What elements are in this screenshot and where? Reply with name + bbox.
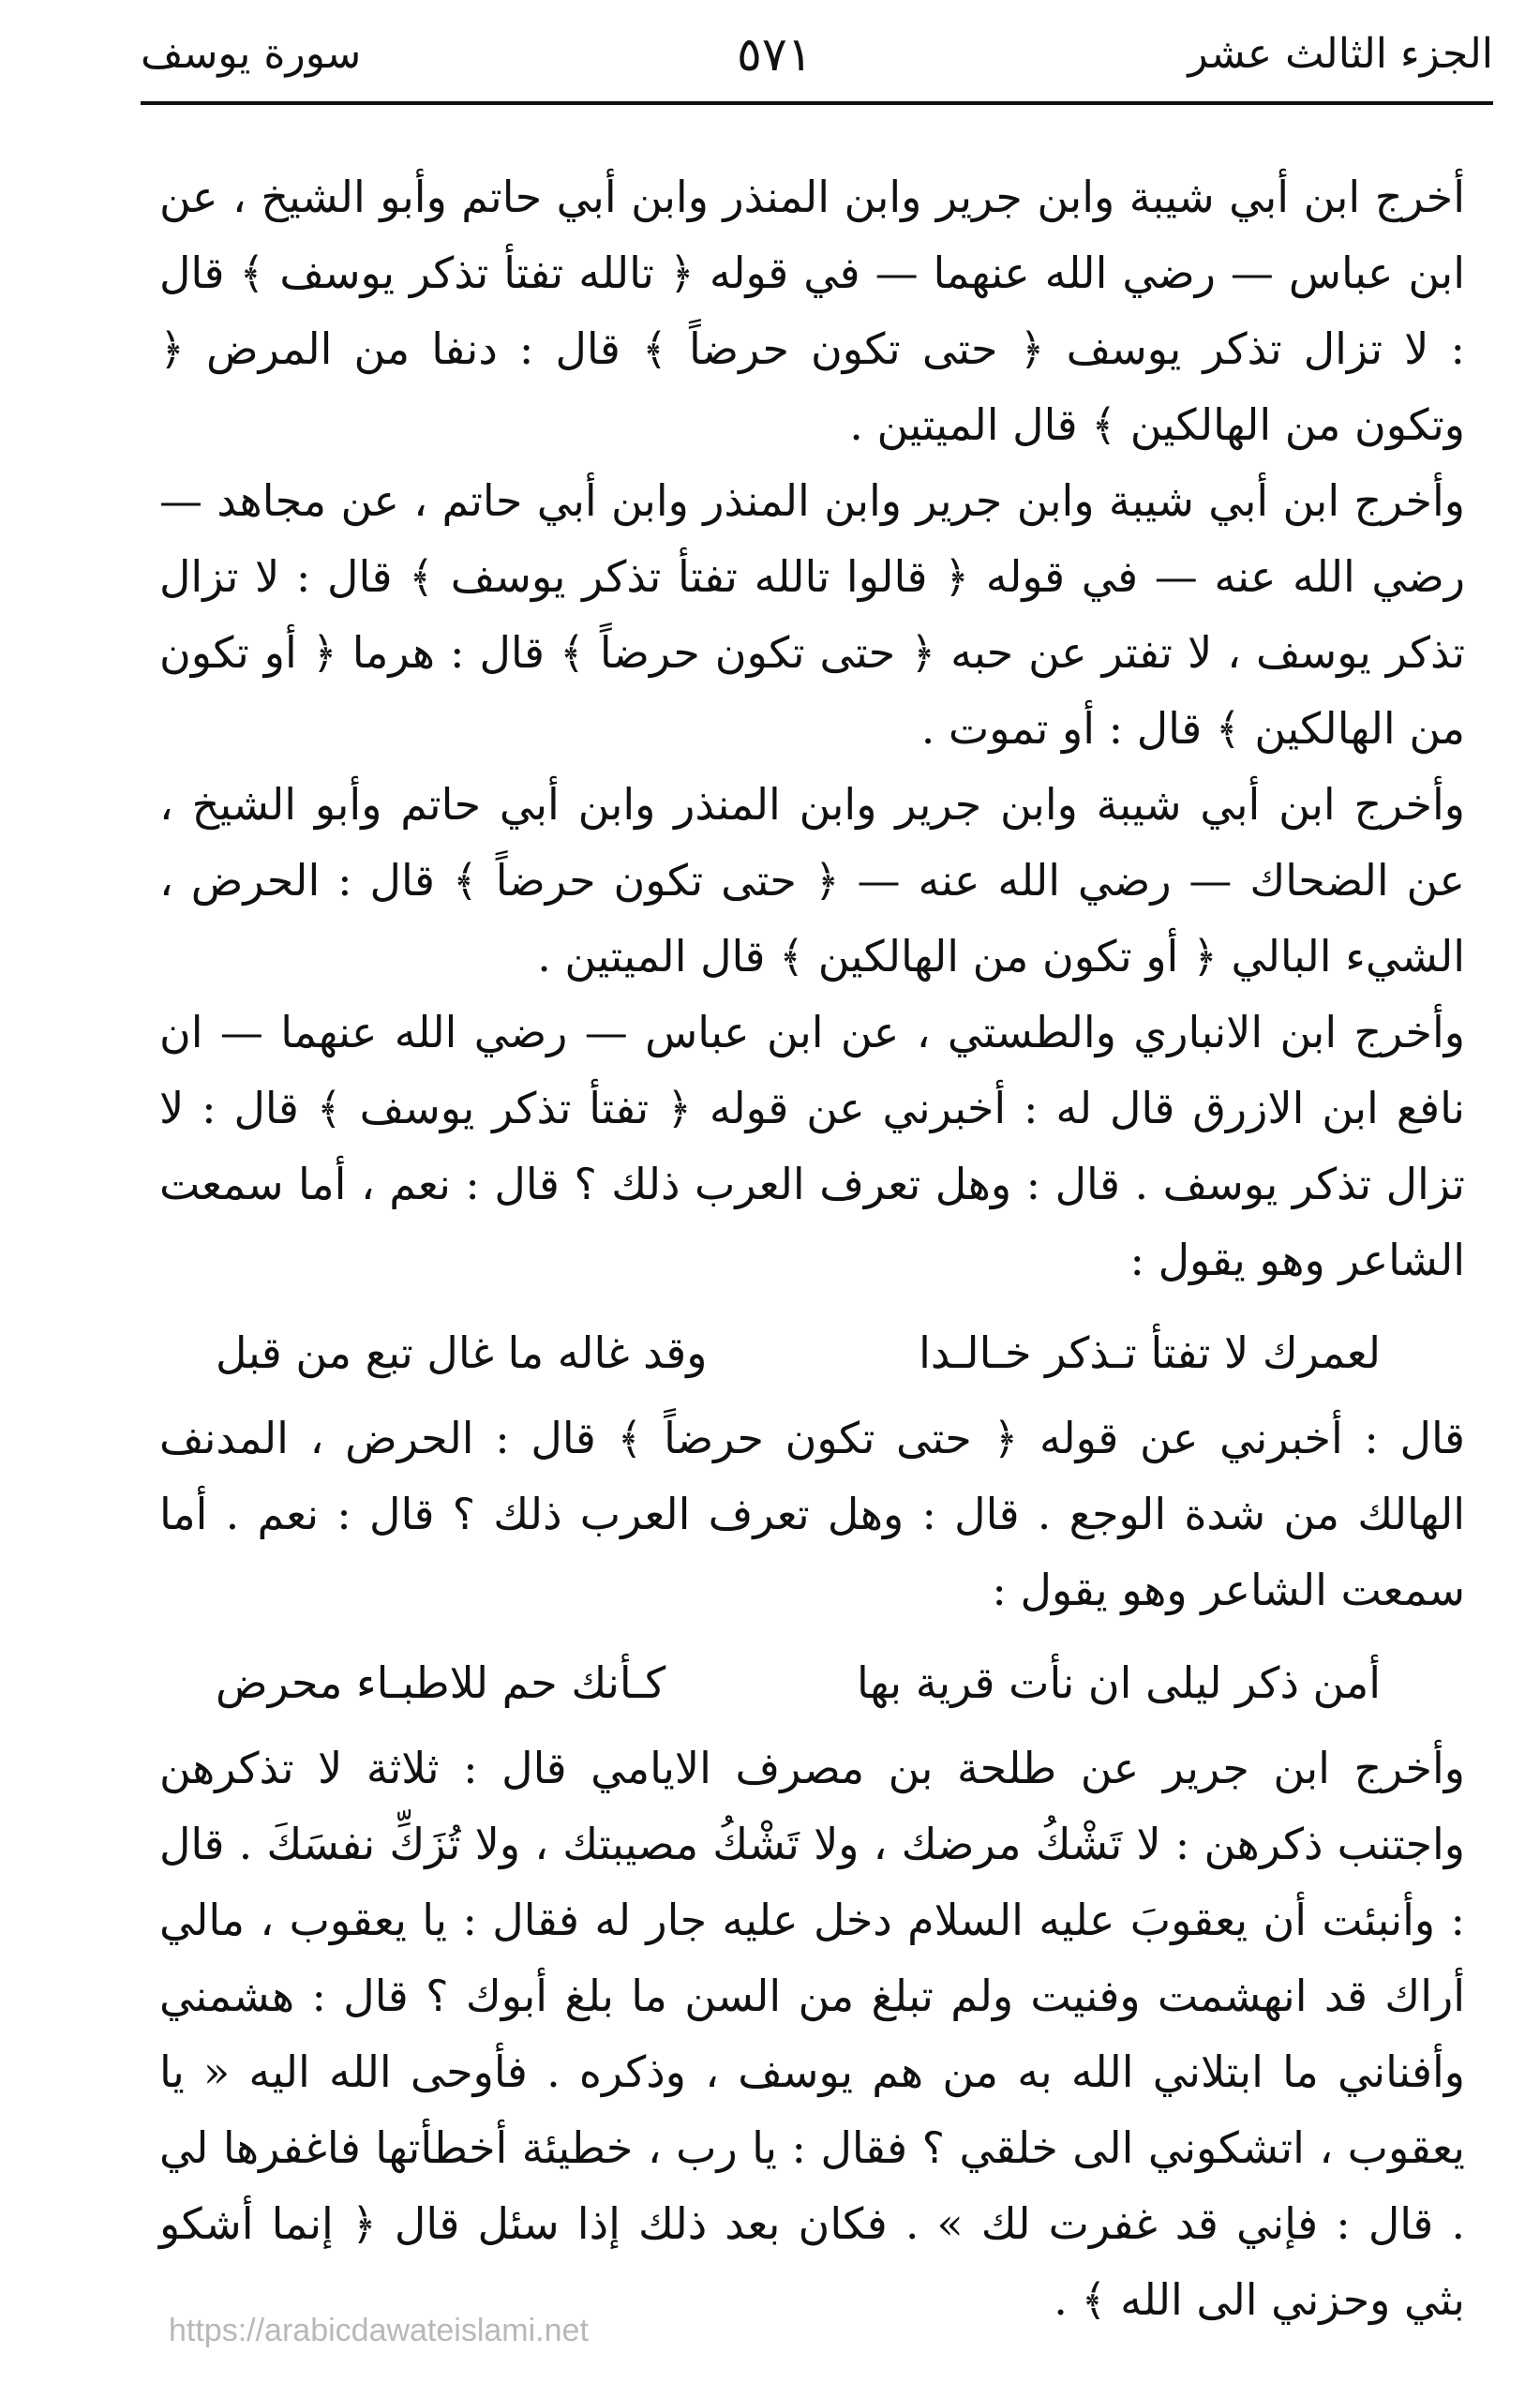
paragraph-2: وأخرج ابن أبي شيبة وابن جرير وابن المنذر وابن أبي حاتم ، عن مجاهد — رضي الله عنه — في قوله ﴿ قالوا تالله تفتأ تذكر يوسف ﴾ قال : لا تزال تذكر يوسف ، لا تفتر عن حبه ﴿ حتى تكون حرضاً ﴾ قال : هرما ﴿ أو تكون من الهالكين ﴾ قال : أو تموت . <box>159 475 1465 754</box>
watermark-url: https://arabicdawateislami.net <box>169 2313 589 2348</box>
surah-label: سورة يوسف <box>141 30 362 78</box>
paragraph-1: أخرج ابن أبي شيبة وابن جرير وابن المنذر وابن أبي حاتم وأبو الشيخ ، عن ابن عباس — رضي الله عنهما — في قوله ﴿ تالله تفتأ تذكر يوسف ﴾ قال : لا تزال تذكر يوسف ﴿ حتى تكون حرضاً ﴾ قال : دنفا من المرض ﴿ وتكون من الهالكين ﴾ قال الميتين . <box>159 172 1465 450</box>
paragraph-6: وأخرج ابن جرير عن طلحة بن مصرف الايامي قال : ثلاثة لا تذكرهن واجتنب ذكرهن : لا تَشْكُ مرضك ، ولا تَشْكُ مصيبتك ، ولا تُزَكِّ نفسَكَ . قال : وأنبئت أن يعقوبَ عليه السلام دخل عليه جار له فقال : يا يعقوب ، مالي أراك قد انهشمت وفنيت ولم تبلغ من السن ما بلغ أبوك ؟ قال : هشمني وأفناني ما ابتلاني الله به من هم يوسف ، وذكره . فأوحى الله اليه « يا يعقوب ، اتشكوني الى خلقي ؟ فقال : يا رب ، خطيئة أخطأتها فاغفرها لي . قال : فإني قد غفرت لك » . فكان بعد ذلك إذا سئل قال ﴿ إنما أشكو بثي وحزني الى الله ﴾ . <box>159 1743 1465 2325</box>
page-number: ٥٧١ <box>737 27 813 82</box>
verse-2-second-hemistich: كـأنك حم للاطبـاء محرض <box>216 1657 666 1708</box>
verse-2-first-hemistich: أمن ذكر ليلى ان نأت قرية بها <box>857 1657 1381 1708</box>
page-header <box>141 17 1493 92</box>
page-body <box>159 159 1465 2338</box>
paragraph-4: وأخرج ابن الانباري والطستي ، عن ابن عباس — رضي الله عنهما — ان نافع ابن الازرق قال له : أخبرني عن قوله ﴿ تفتأ تذكر يوسف ﴾ قال : لا تزال تذكر يوسف . قال : وهل تعرف العرب ذلك ؟ قال : نعم ، أما سمعت الشاعر وهو يقول : <box>159 1007 1465 1285</box>
part-label: الجزء الثالث عشر <box>1188 30 1493 78</box>
poetry-verse-2 <box>159 1628 1465 1731</box>
paragraph-3: وأخرج ابن أبي شيبة وابن جرير وابن المنذر وابن أبي حاتم وأبو الشيخ ، عن الضحاك — رضي الله عنه — ﴿ حتى تكون حرضاً ﴾ قال : الحرض ، الشيء البالي ﴿ أو تكون من الهالكين ﴾ قال الميتين . <box>159 779 1465 982</box>
verse-1-first-hemistich: لعمرك لا تفتأ تـذكر خـالـدا <box>919 1327 1381 1378</box>
poetry-verse-1 <box>159 1298 1465 1401</box>
header-divider <box>141 101 1493 105</box>
verse-1-second-hemistich: وقد غاله ما غال تبع من قبل <box>216 1327 708 1378</box>
paragraph-5: قال : أخبرني عن قوله ﴿ حتى تكون حرضاً ﴾ قال : الحرض ، المدنف الهالك من شدة الوجع . قال : وهل تعرف العرب ذلك ؟ قال : نعم . أما سمعت الشاعر وهو يقول : <box>159 1413 1465 1615</box>
